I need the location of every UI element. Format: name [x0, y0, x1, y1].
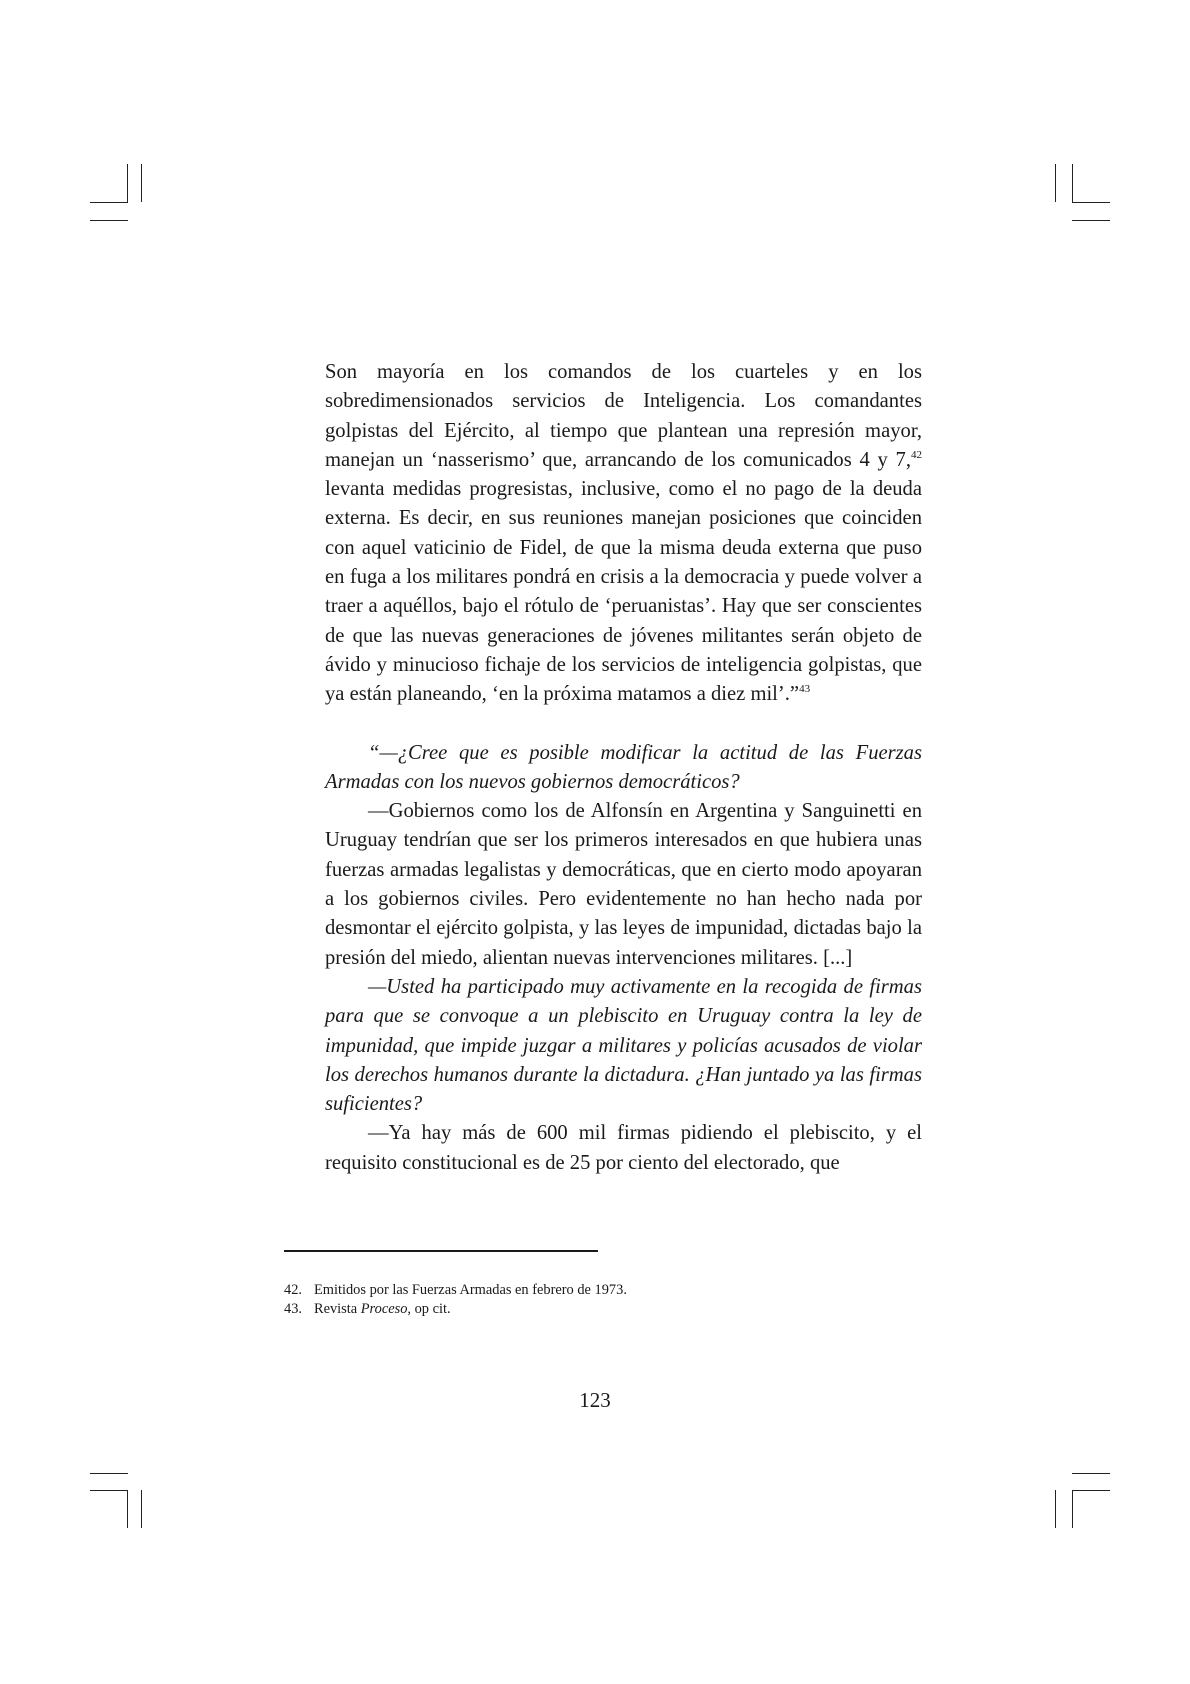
footnote-ref-42: 42 [911, 448, 922, 461]
body-text [325, 358, 922, 1178]
crop-mark [1072, 1473, 1110, 1474]
footnote-ref-43: 43 [799, 683, 811, 696]
interview-question-2: —Usted ha participado muy activamente en la recogida de firmas para que se convoque a un plebiscito en Uruguay contra la ley de impunidad, que impide juzgar a militares y policías acusados de violar los derechos humanos durante la dictadura. ¿Han juntado ya las firmas suficientes? [325, 975, 922, 1116]
crop-mark [127, 1490, 128, 1528]
interview-answer-2: —Ya hay más de 600 mil firmas pidiendo el plebiscito, y el requisito constitucional es de 25 por ciento del electorado, que [325, 1122, 922, 1174]
crop-mark [1072, 220, 1110, 221]
crop-mark [90, 1490, 128, 1491]
crop-mark [1072, 1490, 1073, 1528]
crop-mark [90, 1473, 128, 1474]
crop-mark [1055, 164, 1056, 202]
footnote-divider [284, 1250, 598, 1252]
crop-mark [1055, 1490, 1056, 1528]
crop-mark [127, 164, 128, 202]
footnote-43: 43. Revista Proceso, op cit. [284, 1301, 451, 1317]
crop-mark [1072, 202, 1110, 203]
crop-mark [90, 202, 128, 203]
interview-question-1: “—¿Cree que es posible modificar la actitud de las Fuerzas Armadas con los nuevos gobiernos democráticos? [325, 741, 922, 793]
footnote-42: 42. Emitidos por las Fuerzas Armadas en febrero de 1973. [284, 1282, 627, 1298]
interview-answer-1: —Gobiernos como los de Alfonsín en Argentina y Sanguinetti en Uruguay tendrían que ser los primeros interesados en que hubiera unas fuerzas armadas legalistas y democráticas, que en cierto modo apoyaran a los gobiernos civiles. Pero evidentemente no han hecho nada por desmontar el ejército golpista, y las leyes de impunidad, dictadas bajo la presión del miedo, alientan nuevas intervenciones militares. [...] [325, 800, 922, 969]
page-number: 123 [579, 1388, 611, 1412]
crop-mark [90, 220, 128, 221]
crop-mark [1072, 164, 1073, 202]
crop-mark [141, 164, 142, 202]
crop-mark [141, 1490, 142, 1528]
crop-mark [1072, 1490, 1110, 1491]
footnotes [284, 1281, 924, 1319]
paragraph-1: Son mayoría en los comandos de los cuarteles y en los sobredimensionados servicios de Inteligencia. Los comandantes golpistas del Ejército, al tiempo que plantean una represión mayor, manejan un ‘nasserismo’ que, arrancando de los comunicados 4 y 7,42 levanta medidas progresistas, inclusive, como el no pago de la deuda externa. Es decir, en sus reuniones manejan posiciones que coinciden con aquel vaticinio de Fidel, de que la misma deuda externa que puso en fuga a los militares pondrá en crisis a la democracia y puede volver a traer a aquéllos, bajo el rótulo de ‘peruanistas’. Hay que ser conscientes de que las nuevas generaciones de jóvenes militantes serán objeto de ávido y minucioso fichaje de los servicios de inteligencia golpistas, que ya están planeando, ‘en la próxima matamos a diez mil’.”$^{43}$ [325, 361, 922, 706]
